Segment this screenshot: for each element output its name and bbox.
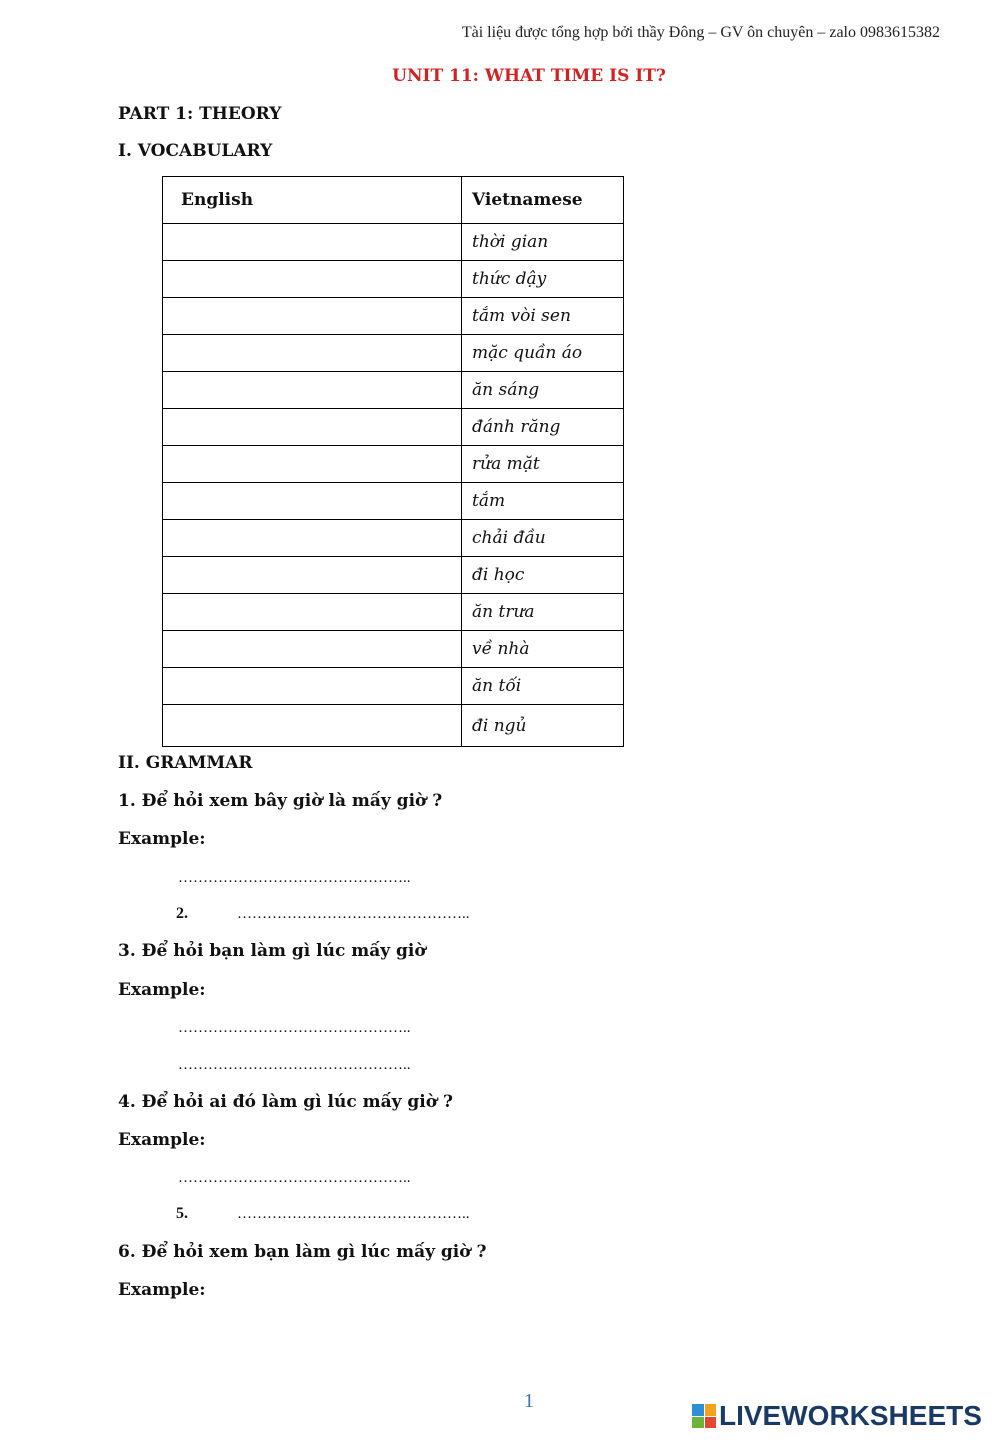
table-row — [163, 557, 624, 594]
unit-title: UNIT 11: WHAT TIME IS IT? — [392, 66, 666, 86]
page-number: 1 — [524, 1390, 534, 1412]
question-4: 4. Để hỏi ai đó làm gì lúc mấy giờ ? — [118, 1092, 453, 1112]
vietnamese-cell: rửa mặt — [462, 446, 624, 483]
vietnamese-cell: chải đầu — [462, 520, 624, 557]
answer-line[interactable]: ……………………………………….. — [178, 1020, 411, 1036]
vietnamese-cell: ăn tối — [462, 668, 624, 705]
page-header: Tài liệu được tổng hợp bởi thầy Đông – GV ôn chuyên – zalo 0983615382 — [461, 24, 940, 41]
example-label: Example: — [118, 1130, 206, 1150]
table-row — [163, 705, 624, 747]
table-row — [163, 298, 624, 335]
english-cell[interactable] — [163, 483, 462, 520]
vietnamese-cell: ăn sáng — [462, 372, 624, 409]
answer-line[interactable]: ……………………………………….. — [237, 906, 470, 922]
item-number: 2. — [176, 905, 188, 922]
vocabulary-table — [162, 176, 624, 747]
grammar-heading: II. GRAMMAR — [118, 753, 253, 773]
table-row — [163, 668, 624, 705]
english-cell[interactable] — [163, 298, 462, 335]
question-1: 1. Để hỏi xem bây giờ là mấy giờ ? — [118, 791, 443, 811]
vietnamese-cell: thức dậy — [462, 261, 624, 298]
table-header-row — [163, 177, 624, 224]
vietnamese-cell: đánh răng — [462, 409, 624, 446]
liveworksheets-logo — [692, 1400, 982, 1432]
vietnamese-cell: đi ngủ — [462, 705, 624, 747]
vietnamese-column-header: Vietnamese — [462, 177, 624, 224]
vietnamese-cell: về nhà — [462, 631, 624, 668]
english-cell[interactable] — [163, 705, 462, 747]
table-row — [163, 446, 624, 483]
example-label: Example: — [118, 980, 206, 1000]
part-heading: PART 1: THEORY — [118, 104, 282, 124]
vietnamese-cell: thời gian — [462, 224, 624, 261]
vietnamese-cell: mặc quần áo — [462, 335, 624, 372]
english-cell[interactable] — [163, 335, 462, 372]
answer-line[interactable]: ……………………………………….. — [178, 870, 411, 886]
answer-line[interactable]: ……………………………………….. — [178, 1170, 411, 1186]
table-row — [163, 224, 624, 261]
english-cell[interactable] — [163, 668, 462, 705]
table-row — [163, 520, 624, 557]
table-row — [163, 372, 624, 409]
table-row — [163, 594, 624, 631]
table-row — [163, 631, 624, 668]
english-cell[interactable] — [163, 594, 462, 631]
answer-line[interactable]: ……………………………………….. — [178, 1057, 411, 1073]
vietnamese-cell: tắm — [462, 483, 624, 520]
brand-name: LIVEWORKSHEETS — [719, 1400, 982, 1431]
question-6: 6. Để hỏi xem bạn làm gì lúc mấy giờ ? — [118, 1242, 487, 1262]
english-cell[interactable] — [163, 557, 462, 594]
vocabulary-heading: I. VOCABULARY — [118, 141, 273, 161]
logo-grid-icon — [692, 1404, 716, 1428]
example-label: Example: — [118, 1280, 206, 1300]
vietnamese-cell: đi học — [462, 557, 624, 594]
table-row — [163, 409, 624, 446]
vietnamese-cell: tắm vòi sen — [462, 298, 624, 335]
english-cell[interactable] — [163, 631, 462, 668]
english-cell[interactable] — [163, 261, 462, 298]
vietnamese-cell: ăn trưa — [462, 594, 624, 631]
english-cell[interactable] — [163, 409, 462, 446]
english-cell[interactable] — [163, 520, 462, 557]
english-cell[interactable] — [163, 224, 462, 261]
english-column-header: English — [163, 177, 462, 224]
example-label: Example: — [118, 829, 206, 849]
table-row — [163, 335, 624, 372]
table-row — [163, 261, 624, 298]
english-cell[interactable] — [163, 446, 462, 483]
answer-line[interactable]: ……………………………………….. — [237, 1206, 470, 1222]
english-cell[interactable] — [163, 372, 462, 409]
question-3: 3. Để hỏi bạn làm gì lúc mấy giờ — [118, 941, 426, 961]
table-row — [163, 483, 624, 520]
item-number: 5. — [176, 1205, 188, 1222]
